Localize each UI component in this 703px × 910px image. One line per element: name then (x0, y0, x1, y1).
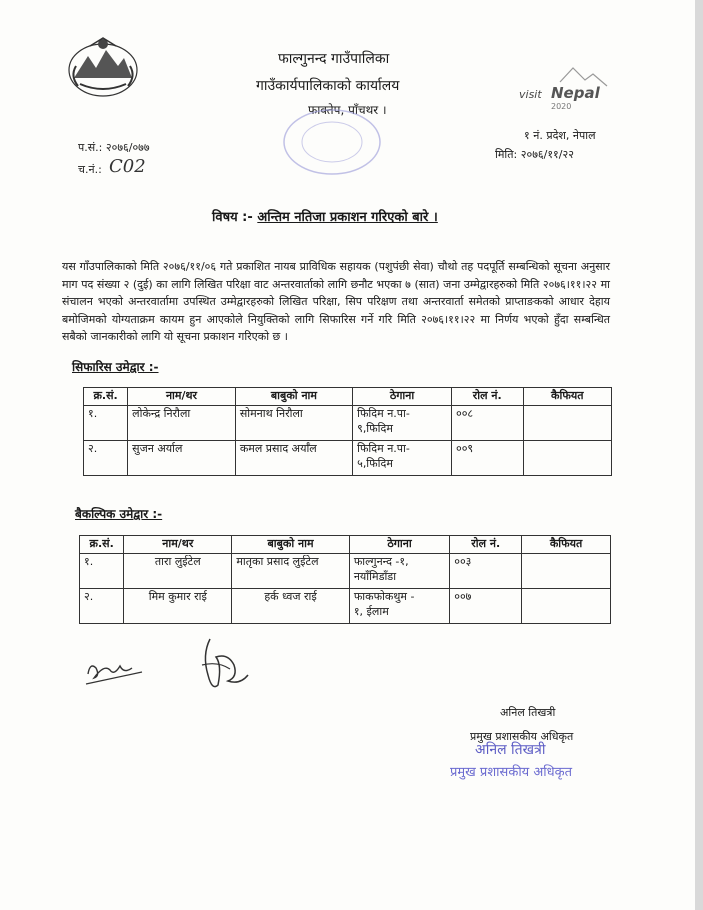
cell-roll: ००३ (450, 554, 522, 589)
cell-roll: ००८ (451, 406, 523, 441)
table-header-row (80, 536, 611, 554)
cell-name: तारा लुईटेल (124, 554, 232, 589)
cell-address: फाकफोकथुम - १, ईलाम (349, 589, 449, 624)
alternate-candidates-heading: बैकल्पिक उमेद्वार :- (75, 507, 163, 521)
scan-edge (695, 0, 703, 910)
body-paragraph: यस गाँउपालिकाको मिति २०७६/११/०६ गते प्रकाशित नायब प्राविधिक सहायक (पशुपंछी सेवा) चौथो तह पदपूर्ति सम्बन्धिको सूचना अनुसार माग पद संख्या २ (दुई) का लागि लिखित परिक्षा वाट अन्तरवार्ताको लागि छनौट भएका ७ (सात) जना उम्मेद्वारहरुको मिति २०७६।११।२२ मा संचालन भएको अन्तरवार्तामा उपस्थित उम्मेद्वारहरुको लिखित परिक्षा, सिप परिक्षण तथा अन्तरवार्ता समेतको प्राप्ताङकको आधार देहाय बमोजिमको योग्यताक्रम कायम हुन आएकोले नियुक्तिको लागि सिफारिस गर्ने गरि मिति २०७६।११।२२ मा निर्णय भएको हुँदा सम्बन्धित सबैको जानकारीको लागि यो सूचना प्रकाशन गरिएको छ । (62, 260, 610, 343)
col-header: कैफियत (523, 388, 611, 406)
cell-remarks (522, 554, 611, 589)
chalani-number-handwritten: C02 (109, 156, 146, 177)
stamp-officer-designation: प्रमुख प्रशासकीय अधिकृत (450, 765, 573, 780)
svg-text:2020: 2020 (551, 102, 572, 111)
col-header: नाम/थर (124, 536, 232, 554)
subject-line (212, 207, 438, 225)
col-header: क्र.सं. (84, 388, 128, 406)
recommended-candidates-table (83, 387, 612, 476)
patra-sankhya: प.सं.: २०७६/०७७ (78, 141, 150, 154)
cell-father: हर्क ध्वज राई (232, 589, 350, 624)
col-header: बाबुको नाम (235, 388, 352, 406)
officer-designation: प्रमुख प्रशासकीय अधिकृत (470, 730, 574, 743)
cell-sn: २. (84, 441, 128, 476)
cell-father: सोमनाथ निरौला (235, 406, 352, 441)
col-header: क्र.सं. (80, 536, 124, 554)
cell-sn: २. (80, 589, 124, 624)
handwritten-signature-middle (188, 635, 258, 695)
svg-text:Nepal: Nepal (551, 84, 600, 102)
svg-text:visit: visit (519, 88, 542, 101)
government-emblem-icon (66, 36, 140, 98)
col-header: कैफियत (522, 536, 611, 554)
cell-father: मातृका प्रसाद लुईटेल (232, 554, 350, 589)
col-header: रोल नं. (451, 388, 523, 406)
cell-sn: १. (84, 406, 128, 441)
alternate-candidates-table (79, 535, 611, 624)
cell-remarks (522, 589, 611, 624)
visit-nepal-logo (515, 64, 615, 114)
cell-roll: ००९ (451, 441, 523, 476)
cell-roll: ००७ (450, 589, 522, 624)
province: १ नं. प्रदेश, नेपाल (524, 129, 596, 142)
col-header: नाम/थर (128, 388, 236, 406)
recommended-candidates-heading: सिफारिस उमेद्वार :- (72, 360, 159, 374)
cell-remarks (523, 406, 611, 441)
office-address: फाक्तेप, पाँचथर । (308, 103, 387, 117)
subject-label: विषय :- (212, 210, 253, 225)
col-header: ठेगाना (353, 388, 452, 406)
cell-address: फिदिम न.पा- ९,फिदिम (353, 406, 452, 441)
col-header: बाबुको नाम (232, 536, 350, 554)
table-row (84, 406, 612, 441)
cell-remarks (523, 441, 611, 476)
office-name: गाउँकार्यपालिकाको कार्यालय (256, 78, 400, 94)
cell-name: सुजन अर्याल (128, 441, 236, 476)
handwritten-signature-left (84, 654, 144, 688)
col-header: रोल नं. (450, 536, 522, 554)
subject-text: अन्तिम नतिजा प्रकाशन गरिएको बारे । (257, 210, 438, 225)
stamp-officer-name: अनिल तिखत्री (475, 742, 546, 758)
cell-sn: १. (80, 554, 124, 589)
col-header: ठेगाना (349, 536, 449, 554)
chalani-label: च.नं.: (78, 163, 102, 176)
table-header-row (84, 388, 612, 406)
table-row (80, 554, 611, 589)
date: मिति: २०७६/११/२२ (495, 148, 574, 161)
cell-address: फिदिम न.पा- ५,फिदिम (353, 441, 452, 476)
table-row (80, 589, 611, 624)
cell-father: कमल प्रसाद अर्याँल (235, 441, 352, 476)
table-row (84, 441, 612, 476)
officer-name: अनिल तिखत्री (500, 706, 556, 719)
municipality-name: फाल्गुनन्द गाउँपालिका (278, 51, 390, 67)
cell-name: लोकेन्द्र निरौला (128, 406, 236, 441)
office-seal-stamp (280, 106, 385, 178)
cell-name: मिम कुमार राई (124, 589, 232, 624)
cell-address: फाल्गुनन्द -१, नयाँमिडाँडा (349, 554, 449, 589)
